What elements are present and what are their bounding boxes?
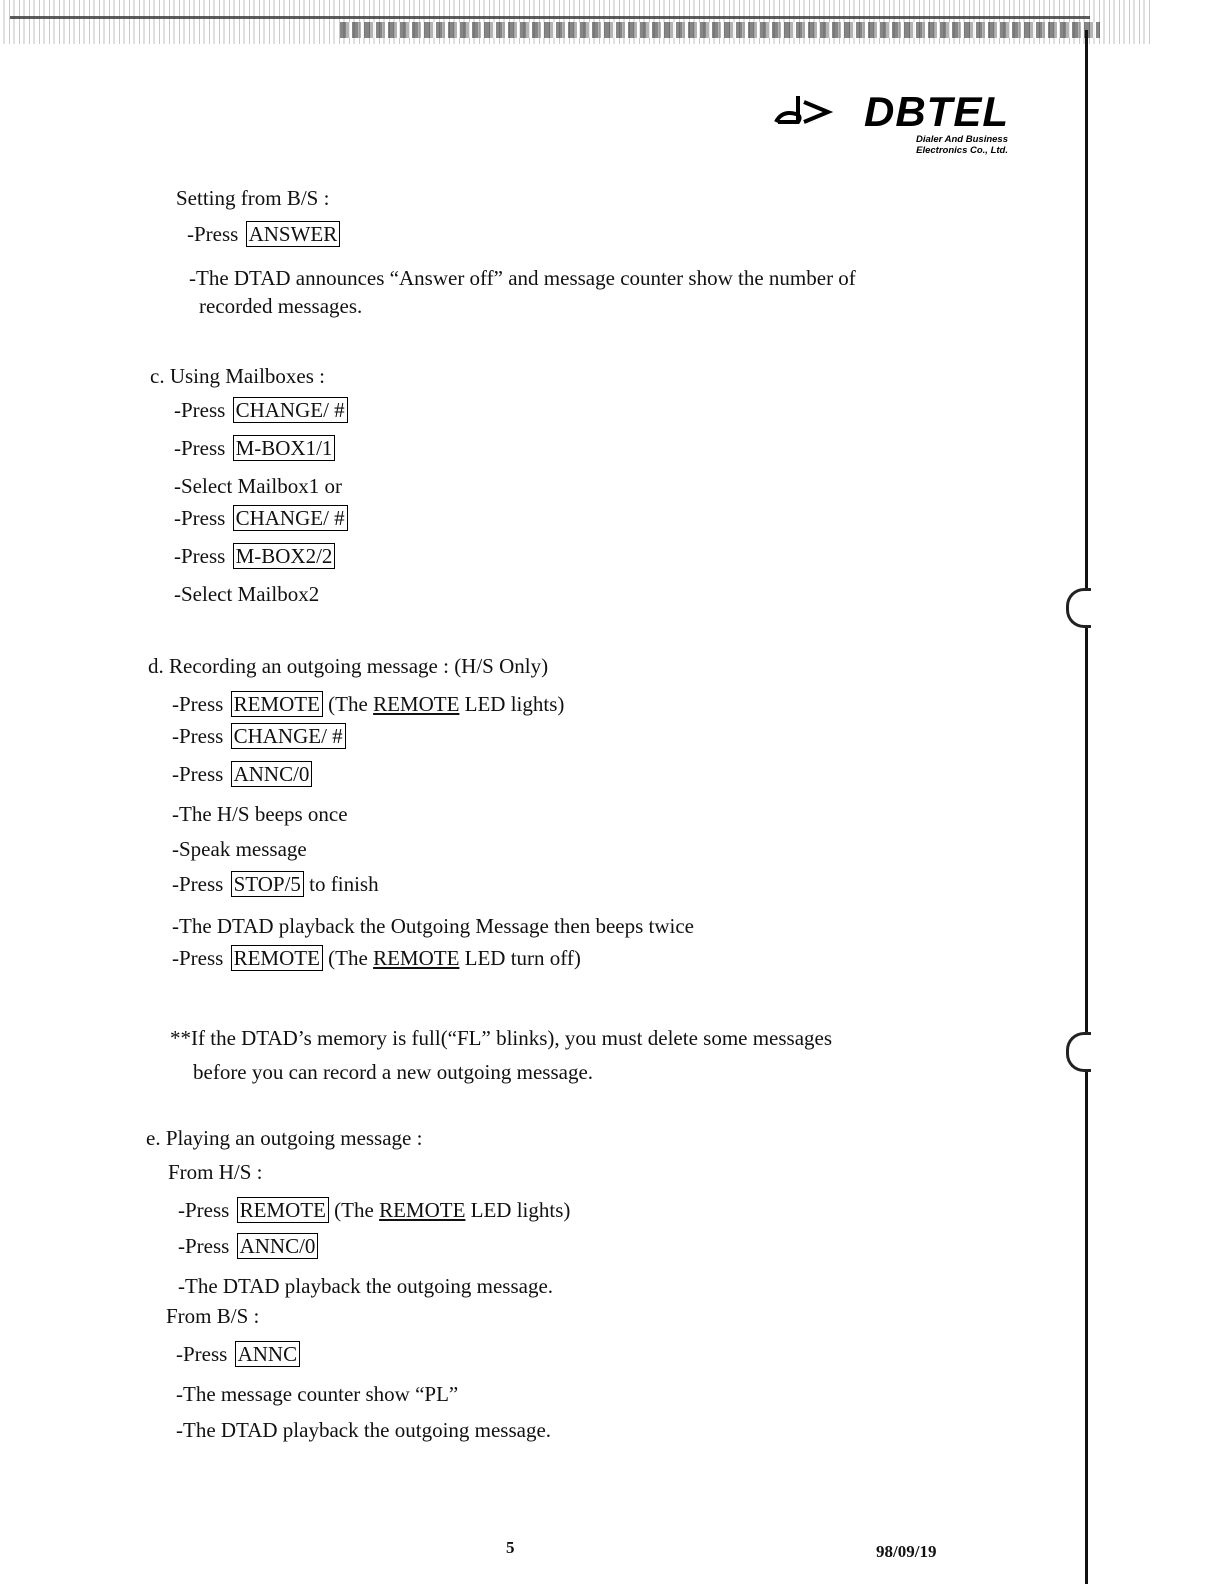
- press-label: -Press: [172, 946, 224, 970]
- dtad-playback-beeps: -The DTAD playback the Outgoing Message then beeps twice: [172, 914, 694, 938]
- remote-led-word: REMOTE: [373, 692, 460, 716]
- led-off-text: LED turn off): [464, 946, 581, 970]
- remote-led-word: REMOTE: [379, 1198, 466, 1222]
- logo-name: DBTEL: [864, 88, 1009, 135]
- mbox1-key: M-BOX1/1: [233, 435, 336, 461]
- answer-key: ANSWER: [246, 221, 341, 247]
- change-key: CHANGE/ #: [231, 723, 346, 749]
- section-d-heading: d. Recording an outgoing message : (H/S Only): [148, 654, 549, 678]
- section-e-heading: e. Playing an outgoing message :: [146, 1126, 423, 1150]
- step-press-answer: [187, 220, 340, 248]
- annc-bs-key: ANNC: [235, 1341, 301, 1367]
- led-lights-text: LED lights): [464, 692, 565, 716]
- paren-text: (The: [328, 946, 368, 970]
- paren-text: (The: [334, 1198, 374, 1222]
- press-label: -Press: [174, 398, 226, 422]
- step-press-change-2: [174, 504, 348, 532]
- stop-key: STOP/5: [231, 871, 304, 897]
- from-bs-heading: From B/S :: [166, 1304, 260, 1328]
- speak-message: -Speak message: [172, 837, 307, 861]
- press-label: -Press: [174, 544, 226, 568]
- step-press-mbox1: [174, 434, 335, 462]
- led-lights-text: LED lights): [470, 1198, 571, 1222]
- counter-show-pl: -The message counter show “PL”: [176, 1382, 459, 1406]
- step-press-change: [172, 722, 346, 750]
- change-key: CHANGE/ #: [233, 397, 348, 423]
- remote-led-word: REMOTE: [373, 946, 460, 970]
- page-number: 5: [506, 1538, 515, 1557]
- step-press-annc-bs: [176, 1340, 300, 1368]
- step-press-annc-e: [178, 1232, 318, 1260]
- remote-key: REMOTE: [231, 945, 323, 971]
- logo-tagline: [868, 134, 1008, 156]
- step-press-remote-e: [178, 1196, 570, 1224]
- binder-ring-lower: [1066, 1032, 1091, 1072]
- step-press-remote-on: [172, 690, 564, 718]
- press-label: -Press: [178, 1234, 230, 1258]
- scan-noise-band: [340, 22, 1100, 38]
- dbtel-mark-icon: [772, 92, 852, 132]
- hs-playback: -The DTAD playback the outgoing message.: [178, 1274, 554, 1298]
- logo-tagline-line-2: Electronics Co., Ltd.: [916, 145, 1008, 156]
- hs-beeps-once: -The H/S beeps once: [172, 802, 348, 826]
- press-label: -Press: [178, 1198, 230, 1222]
- paren-text: (The: [328, 692, 368, 716]
- section-c-heading: c. Using Mailboxes :: [150, 364, 325, 388]
- change-key: CHANGE/ #: [233, 505, 348, 531]
- document-date: 98/09/19: [876, 1542, 937, 1561]
- announce-line-1: -The DTAD announces “Answer off” and message counter show the number of: [189, 266, 856, 290]
- press-label: -Press: [174, 506, 226, 530]
- press-label: -Press: [172, 872, 224, 896]
- company-logo: [772, 88, 1012, 164]
- press-label: -Press: [174, 436, 226, 460]
- press-label: -Press: [172, 692, 224, 716]
- press-label: -Press: [176, 1342, 228, 1366]
- announce-line-2: recorded messages.: [199, 294, 363, 318]
- memory-note-line-2: before you can record a new outgoing message.: [193, 1060, 594, 1084]
- annc-key: ANNC/0: [237, 1233, 319, 1259]
- press-label: -Press: [187, 222, 239, 246]
- select-mailbox1: -Select Mailbox1 or: [174, 474, 342, 498]
- step-press-mbox2: [174, 542, 335, 570]
- annc-key: ANNC/0: [231, 761, 313, 787]
- section-b-bs-heading: Setting from B/S :: [176, 186, 330, 210]
- select-mailbox2: -Select Mailbox2: [174, 582, 320, 606]
- bs-playback: -The DTAD playback the outgoing message.: [176, 1418, 552, 1442]
- step-press-change-1: [174, 396, 348, 424]
- right-page-border: [1085, 30, 1088, 1584]
- memory-note-line-1: **If the DTAD’s memory is full(“FL” blinks), you must delete some messages: [170, 1026, 833, 1050]
- step-press-stop: [172, 870, 379, 898]
- mbox2-key: M-BOX2/2: [233, 543, 336, 569]
- press-label: -Press: [172, 724, 224, 748]
- binder-ring-upper: [1066, 588, 1091, 628]
- remote-key: REMOTE: [237, 1197, 329, 1223]
- step-press-annc: [172, 760, 312, 788]
- logo-tagline-line-1: Dialer And Business: [915, 134, 1008, 145]
- remote-key: REMOTE: [231, 691, 323, 717]
- to-finish-text: to finish: [309, 872, 379, 896]
- press-label: -Press: [172, 762, 224, 786]
- from-hs-heading: From H/S :: [168, 1160, 263, 1184]
- step-press-remote-off: [172, 944, 581, 972]
- top-rule: [10, 16, 1090, 19]
